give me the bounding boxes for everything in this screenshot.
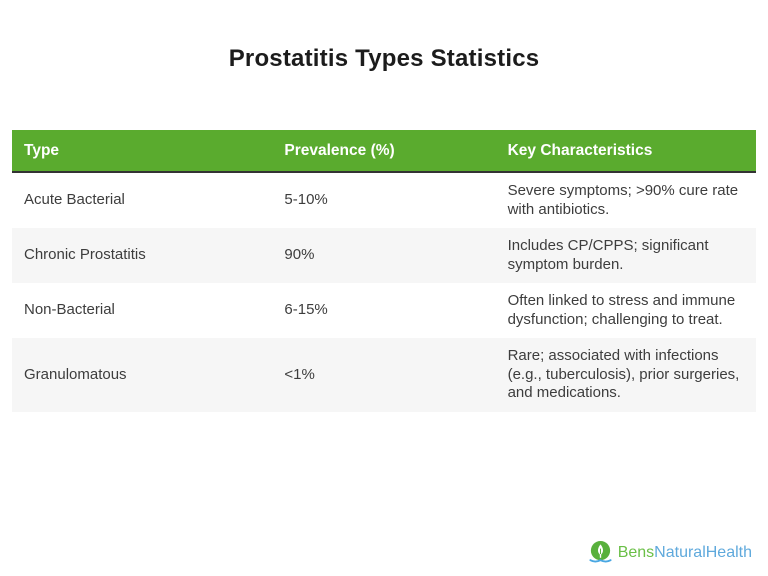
cell-type: Chronic Prostatitis bbox=[24, 246, 146, 264]
column-header-type: Type bbox=[12, 130, 272, 172]
cell-characteristics: Severe symptoms; >90% cure rate with antibiotics. bbox=[507, 182, 739, 218]
table-header-row bbox=[12, 130, 756, 172]
leaf-water-logo-icon bbox=[588, 540, 613, 565]
cell-prevalence: 6-15% bbox=[284, 301, 328, 319]
brand-name-bens: Bens bbox=[617, 543, 655, 561]
cell-type: Non-Bacterial bbox=[24, 301, 115, 319]
cell-prevalence: 5-10% bbox=[284, 191, 328, 209]
cell-characteristics: Includes CP/CPPS; significant symptom burden. bbox=[507, 237, 709, 273]
prostatitis-types-table bbox=[12, 130, 756, 412]
cell-prevalence: 90% bbox=[284, 246, 315, 264]
brand-name-naturalhealth: NaturalHealth bbox=[654, 543, 752, 561]
table-row bbox=[12, 228, 756, 283]
table-row bbox=[12, 172, 756, 228]
column-header-key-characteristics: Key Characteristics bbox=[496, 130, 756, 172]
table-row bbox=[12, 338, 756, 412]
cell-type: Granulomatous bbox=[24, 365, 127, 383]
brand-name bbox=[618, 543, 752, 563]
cell-characteristics: Often linked to stress and immune dysfunction; challenging to treat. bbox=[507, 292, 736, 328]
cell-type: Acute Bacterial bbox=[24, 191, 125, 209]
cell-characteristics: Rare; associated with infections (e.g., tuberculosis), prior surgeries, and medications. bbox=[507, 347, 740, 401]
page-title: Prostatitis Types Statistics bbox=[228, 45, 540, 72]
cell-prevalence: <1% bbox=[284, 365, 315, 383]
brand-logo bbox=[588, 540, 752, 565]
table-row bbox=[12, 283, 756, 338]
column-header-prevalence: Prevalence (%) bbox=[272, 130, 495, 172]
